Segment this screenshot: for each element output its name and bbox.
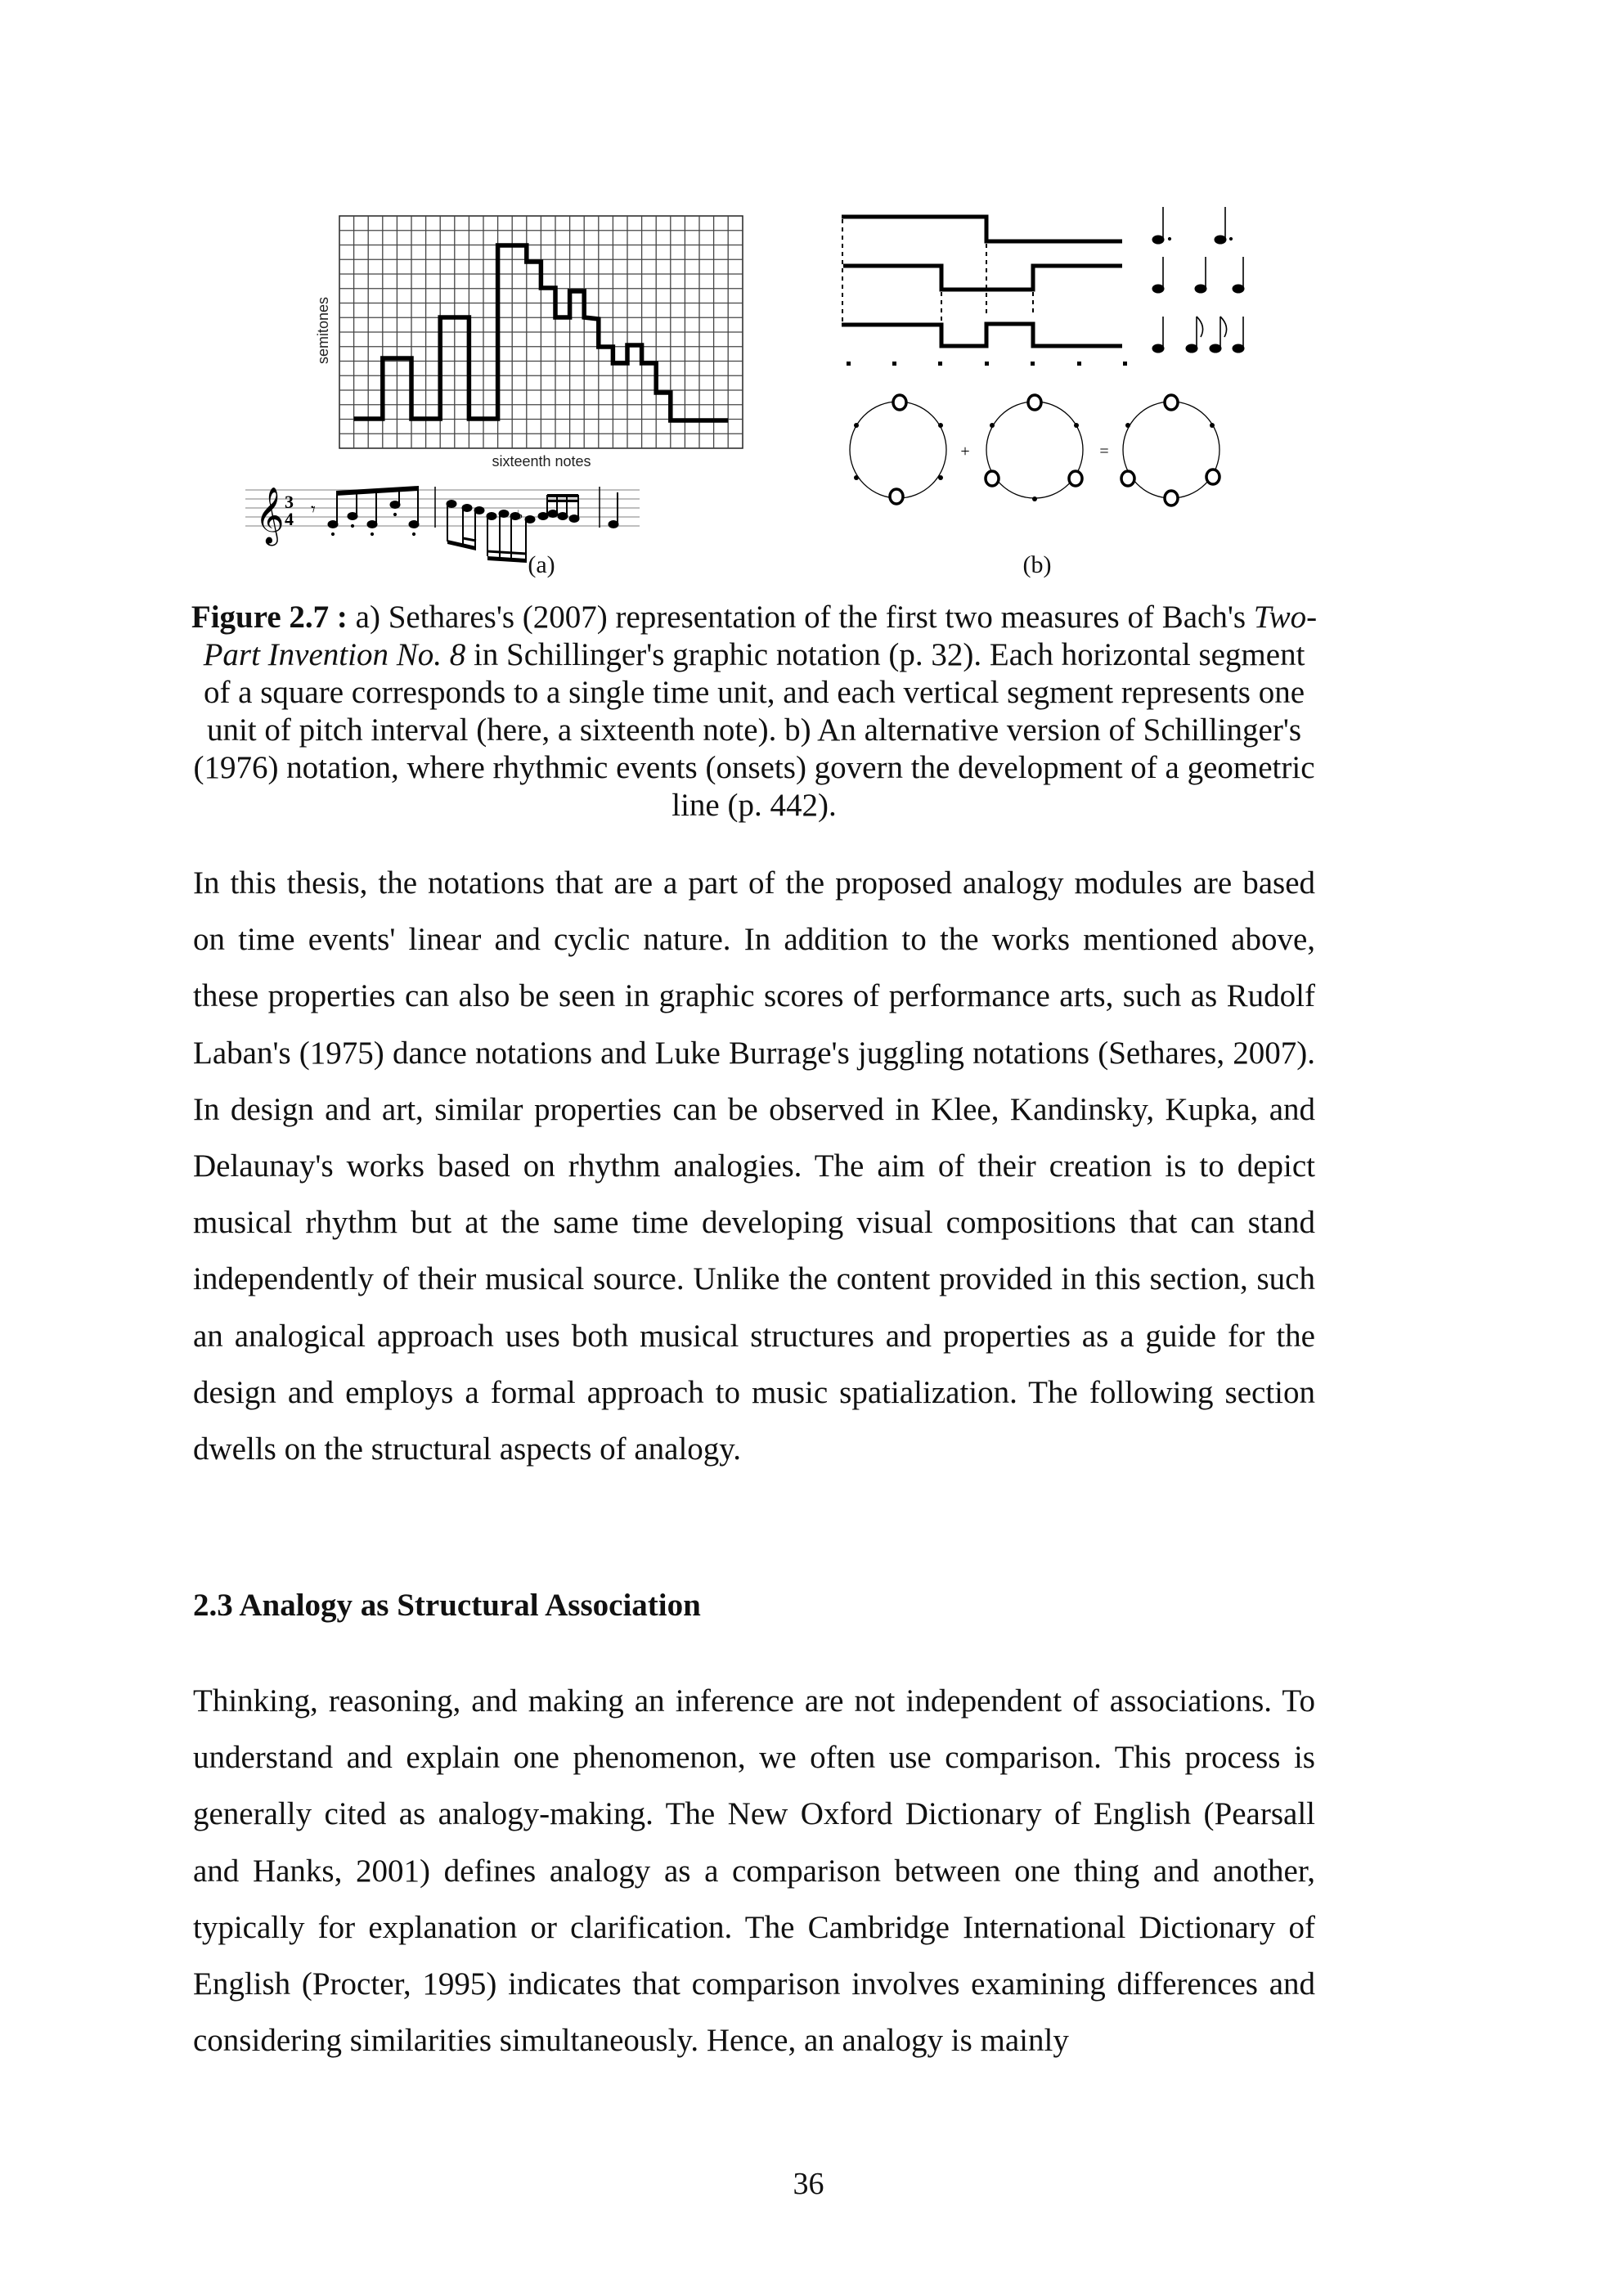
svg-text:♭: ♭ xyxy=(517,509,523,523)
pitch-grid xyxy=(339,216,743,448)
measure-3-notes xyxy=(609,492,618,528)
caption-text-2: in Schillinger's graphic notation (p. 32). Each horizontal segment of a square corresponds to a single time unit, and each vertical segment represents one unit of pitch interval (here, a sixteenth note). b) An alternative version of Schillinger's (1976) notation, where rhythmic events (onsets) govern the development of a geometric line (p. 442). xyxy=(193,637,1315,823)
x-axis-label: sixteenth notes xyxy=(492,453,591,470)
eighth-rest-icon: 𝄾 xyxy=(311,499,316,519)
panel-b-label: (b) xyxy=(1022,551,1052,578)
equals-sign: = xyxy=(1099,443,1109,461)
time-signature-top: 3 xyxy=(285,492,294,512)
figure-graphic xyxy=(237,196,1300,581)
rhythm-lines xyxy=(842,217,1127,366)
pulse-dots xyxy=(847,362,1127,366)
circle-1 xyxy=(850,395,946,504)
caption-italic-title: Two-Part Invention No. 8 xyxy=(203,600,1318,672)
y-axis-label: semitones xyxy=(315,296,331,365)
circle-3 xyxy=(1121,395,1219,505)
figure-caption xyxy=(190,599,1318,824)
measure-1-notes xyxy=(328,486,419,536)
treble-clef-icon: 𝄞 xyxy=(255,488,285,542)
paragraph-1 xyxy=(193,855,1315,1477)
paragraph-1-text: In this thesis, the notations that are a part of the proposed analogy modules are based on time events' linear and cyclic nature. In addition to the works mentioned above, these properties can also be seen in graphic scores of performance arts, such as Rudolf Laban's (1975) dance notations and Luke Burrage's juggling notations (Sethares, 2007). In design and art, similar properties can be observed in Klee, Kandinsky, Kupka, and Delaunay's works based on rhythm analogies. The aim of their creation is to depict musical rhythm but at the same time developing visual compositions that can stand independently of their musical source. Unlike the content provided in this section, such an analogical approach uses both musical structures and properties as a guide for the design and employs a formal approach to music spatialization. The following section dwells on the structural aspects of analogy. xyxy=(193,865,1315,1467)
caption-label: Figure 2.7 : xyxy=(191,600,348,635)
music-staff xyxy=(245,486,640,563)
paragraph-2 xyxy=(193,1673,1315,2069)
cycle-circles xyxy=(850,395,1219,505)
figure-2-7 xyxy=(237,196,1300,581)
paragraph-2-text: Thinking, reasoning, and making an inference are not independent of associations. To understand and explain one phenomenon, we often use comparison. This process is generally cited as analogy-making. The New Oxford Dictionary of English (Pearsall and Hanks, 2001) defines analogy as a comparison between one thing and another, typically for explanation or clarification. The Cambridge International Dictionary of English (Procter, 1995) indicates that comparison involves examining differences and considering similarities simultaneously. Hence, an analogy is mainly xyxy=(193,1683,1315,2059)
measure-2-notes xyxy=(447,494,579,563)
note-values xyxy=(1152,207,1244,353)
time-signature-bottom: 4 xyxy=(285,509,294,529)
caption-text-1: a) Sethares's (2007) representation of the first two measures of Bach's xyxy=(347,600,1254,635)
panel-a-label: (a) xyxy=(528,551,555,578)
circle-2 xyxy=(986,395,1083,501)
page-number: 36 xyxy=(793,2167,824,2201)
plus-sign: + xyxy=(960,443,970,461)
section-heading: 2.3 Analogy as Structural Association xyxy=(193,1588,701,1623)
